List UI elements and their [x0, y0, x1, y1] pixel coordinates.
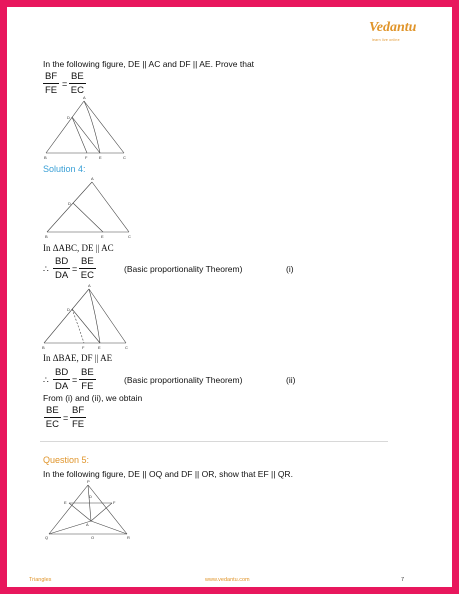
denominator: DA	[55, 381, 69, 392]
label-d: D	[89, 494, 92, 499]
label-r: R	[127, 535, 130, 540]
numerator: BD	[55, 367, 69, 378]
numerator: BF	[72, 405, 85, 416]
label-b: B	[45, 234, 48, 239]
footer-website: www.vedantu.com	[205, 577, 250, 583]
label-f: F	[82, 345, 85, 350]
step1-reason: (Basic proportionality Theorem)	[124, 264, 243, 274]
vedantu-logo: Vedantu	[369, 20, 417, 35]
numerator: BD	[55, 256, 69, 267]
question5-statement: In the following figure, DE || OQ and DF || OR, show that EF || QR.	[43, 469, 293, 479]
label-b: B	[42, 345, 45, 350]
numerator: BE	[71, 71, 84, 82]
label-e: E	[64, 500, 67, 505]
numerator: BE	[81, 367, 94, 378]
label-a: A	[86, 522, 89, 527]
label-a: A	[83, 95, 86, 100]
conclusion-intro: From (i) and (ii), we obtain	[43, 393, 143, 403]
label-d: D	[67, 307, 70, 312]
label-q: Q	[45, 535, 49, 540]
vedantu-tagline: learn live online	[372, 38, 400, 42]
label-e: E	[101, 234, 104, 239]
therefore-symbol: ∴	[43, 264, 49, 274]
label-e: E	[98, 345, 101, 350]
label-a: A	[88, 283, 91, 288]
label-d: D	[68, 201, 71, 206]
denominator: EC	[80, 270, 94, 281]
label-c: C	[125, 345, 128, 350]
numerator: BE	[46, 405, 59, 416]
step1-tag: (i)	[286, 264, 294, 274]
denominator: EC	[45, 419, 59, 430]
footer-chapter: Triangles	[29, 577, 52, 583]
equals-sign: =	[72, 375, 78, 385]
denominator: DA	[55, 270, 69, 281]
label-p: P	[87, 479, 90, 484]
therefore-symbol: ∴	[43, 375, 49, 385]
label-a: A	[91, 176, 94, 181]
question-statement: In the following figure, DE || AC and DF || AE. Prove that	[43, 59, 255, 69]
label-o: O	[91, 535, 95, 540]
step2-title: In ΔBAE, DF || AE	[43, 353, 113, 363]
numerator: BE	[81, 256, 94, 267]
numerator: BF	[45, 71, 58, 82]
denominator: EC	[70, 85, 84, 96]
label-b: B	[44, 155, 47, 160]
label-c: C	[123, 155, 126, 160]
denominator: FE	[72, 419, 85, 430]
step2-reason: (Basic proportionality Theorem)	[124, 375, 243, 385]
step1-title: In ΔABC, DE || AC	[43, 243, 114, 253]
equals-sign: =	[63, 413, 69, 423]
denominator: FE	[81, 381, 94, 392]
solution-heading: Solution 4:	[43, 164, 86, 174]
equals-sign: =	[62, 79, 68, 89]
step2-tag: (ii)	[286, 375, 296, 385]
label-f: F	[85, 155, 88, 160]
footer-page-number: 7	[401, 577, 405, 583]
label-c: C	[128, 234, 131, 239]
label-d: D	[67, 115, 70, 120]
label-f: F	[113, 500, 116, 505]
question5-heading: Question 5:	[43, 455, 90, 465]
denominator: FE	[45, 85, 58, 96]
equals-sign: =	[72, 264, 78, 274]
label-e: E	[99, 155, 102, 160]
